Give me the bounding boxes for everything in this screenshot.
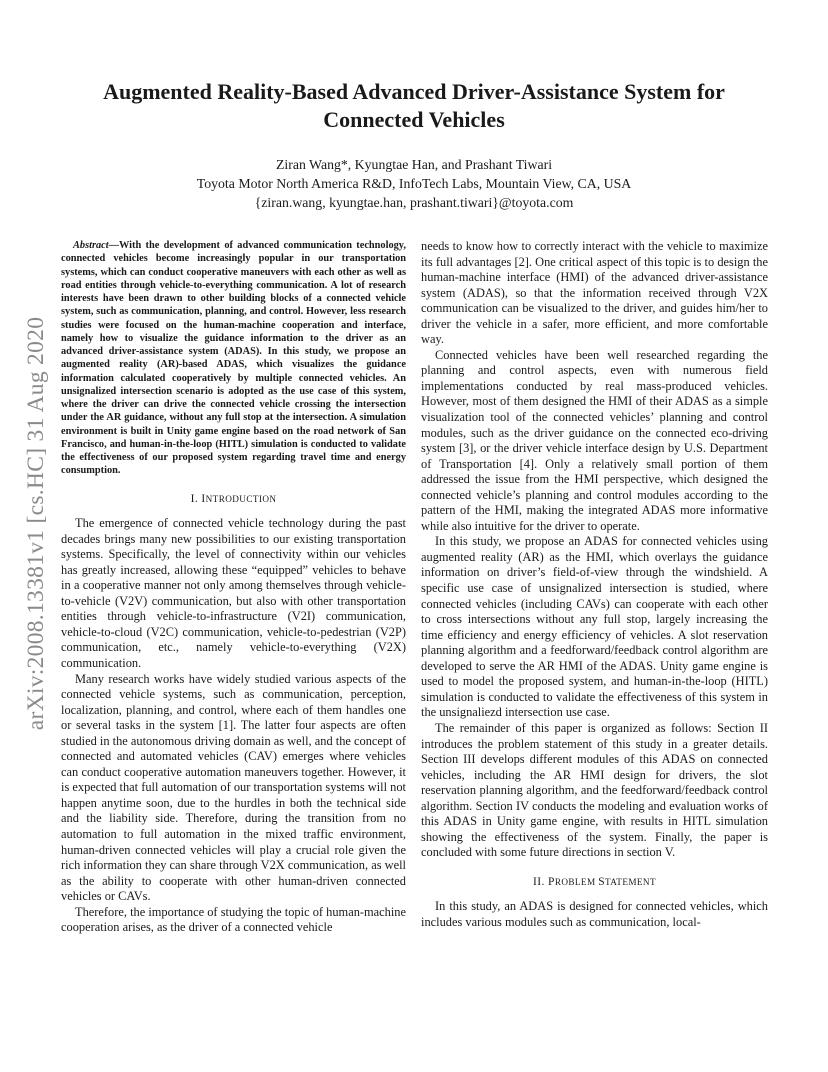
section-number: II.: [533, 875, 545, 888]
author-names: Ziran Wang*, Kyungtae Han, and Prashant Tiwari: [275, 157, 553, 172]
paper-title: Augmented Reality-Based Advanced Driver-Assistance System for Connected Vehicles: [103, 79, 725, 132]
paragraph: Many research works have widely studied various aspects of the connected vehicle systems, such as communication, perception, localization, planning, and control, where each of them handles one or several tasks in the system [1]. The latter four aspects are often studied in the autonomous driving domain as well, and the concept of connected and automated vehicles (CAV) emerges where vehicles can conduct cooperative automation maneuvers together. However, it is expected that full automation of our transportation systems will not happen anytime soon, due to the hurdles in both the technical side and the liability side. Therefore, during the transition from no automation to full automation in the mixed traffic environment, human-driven connected vehicles will play a crucial role given the rich information they can share through V2X communication, as well as the ability to cooperate with other human-driven connected vehicles or CAVs.: [61, 671, 406, 904]
paragraph: The remainder of this paper is organized as follows: Section II introduces the problem statement of this study in a greater details. Section III develops different modules of this ADAS on connected vehicles, including the AR HMI design for drivers, the slot reservation planning algorithm, and the feedforward/feedback control algorithm. Section IV conducts the modeling and evaluation works of this ADAS in Unity game engine, with results in HITL simulation showing the effectiveness of the system. Finally, the paper is concluded with some future directions in section V.: [421, 720, 768, 860]
author-block: [60, 155, 768, 212]
section-heading-problem-statement: [421, 875, 768, 891]
arxiv-stamp: [20, 283, 54, 763]
paragraph: The emergence of connected vehicle technology during the past decades brings many new possibilities to our existing transportation systems. Specifically, the level of connectivity within our vehicles has greatly increased, allowing these “equipped” vehicles to behave in a cooperative manner not only among themselves through vehicle-to-vehicle (V2V) communication, but also with other transportation entities through vehicle-to-infrastructure (V2I) communication, vehicle-to-cloud (V2C) communication, vehicle-to-pedestrian (V2P) communication, etc., namely vehicle-to-everything (V2X) communication.: [61, 516, 406, 670]
paragraph: In this study, we propose an ADAS for connected vehicles using augmented reality (AR) as the HMI, which overlays the guidance information on driver’s field-of-view through the windshield. A specific use case of unsignalized intersection is studied, where connected vehicles (including CAVs) can cooperate with each other to cross intersections without any full stop, largely increasing the time efficiency and energy efficiency of vehicles. A slot reservation planning algorithm and a feedforward/feedback control algorithm are developed to serve the AR HMI of the ADAS. Unity game engine is used to model the proposed system, and human-in-the-loop (HITL) simulation is conducted to validate the effectiveness of this system in the unsignaliezd intersection use case.: [421, 534, 768, 720]
paragraph-continuation: needs to know how to correctly interact with the vehicle to maximize its full advantages [2]. One critical aspect of this topic is to design the human-machine interface (HMI) of the advanced driver-assistance system (ADAS), so that the information received through V2X communication can be visualized to the driver, and guides him/her to driver the vehicle in a safer, more efficient, and more comfortable way.: [421, 239, 768, 347]
section-title-initial: P: [548, 875, 555, 888]
paragraph: Therefore, the importance of studying the topic of human-machine cooperation arises, as the driver of a connected vehicle: [61, 904, 406, 935]
section-number: I.: [190, 492, 199, 505]
section-title-initial-2: S: [598, 875, 606, 888]
abstract-label: Abstract: [73, 240, 109, 251]
right-column: [421, 239, 768, 931]
abstract-text: —With the development of advanced communication technology, connected vehicles become increasingly popular in our transportation systems, which can conduct cooperative maneuvers with each other as well as road entities through vehicle-to-everything communication. A lot of research interests have been drawn to other building blocks of a connected vehicle system, such as communication, planning, and control. However, less research studies were focused on the human-machine cooperation and interface, namely how to visualize the guidance information to the driver as an advanced driver-assistance system (ADAS). In this study, we propose an augmented reality (AR)-based ADAS, which visualizes the guidance information calculated cooperatively by multiple connected vehicles. An unsignalized intersection scenario is adopted as the use case of this system, where the driver can drive the connected vehicle crossing the intersection under the AR guidance, without any full stop at the intersection. A simulation environment is built in Unity game engine based on the road network of San Francisco, and human-in-the-loop (HITL) simulation is conducted to validate the effectiveness of our proposed system regarding travel time and energy consumption.: [61, 240, 406, 477]
arxiv-stamp-text: arXiv:2008.13381v1 [cs.HC] 31 Aug 2020: [23, 316, 50, 730]
author-emails: {ziran.wang, kyungtae.han, prashant.tiwari}@toyota.com: [254, 195, 574, 210]
paragraph: Connected vehicles have been well researched regarding the planning and control aspects, even with numerous field implementations conducted by real mass-produced vehicles. However, most of them designed the HMI of their ADAS as a simple visualization tool of the connected vehicles’ planning and control modules, such as the driver guidance on the connected eco-driving system [3], or the driver vehicle interface design by U.S. Department of Transportation [4]. Only a relatively small portion of them addressed the issue from the HMI perspective, which designed the connected vehicle’s planning and control modules according to the pattern of the HMI, making the integrated ADAS more informative while also intuitive for the driver to operate.: [421, 347, 768, 533]
author-affiliation: Toyota Motor North America R&D, InfoTech Labs, Mountain View, CA, USA: [196, 176, 632, 191]
section-title-rest: TATEMENT: [605, 876, 656, 887]
abstract: [61, 239, 406, 478]
paragraph: In this study, an ADAS is designed for connected vehicles, which includes various modules such as communication, local-: [421, 899, 768, 929]
section-title-rest: NTRODUCTION: [205, 493, 277, 504]
left-column: [61, 239, 406, 936]
section-heading-introduction: [61, 492, 406, 508]
section-title-part: ROBLEM: [554, 876, 599, 887]
section-title-initial: I: [201, 492, 206, 505]
